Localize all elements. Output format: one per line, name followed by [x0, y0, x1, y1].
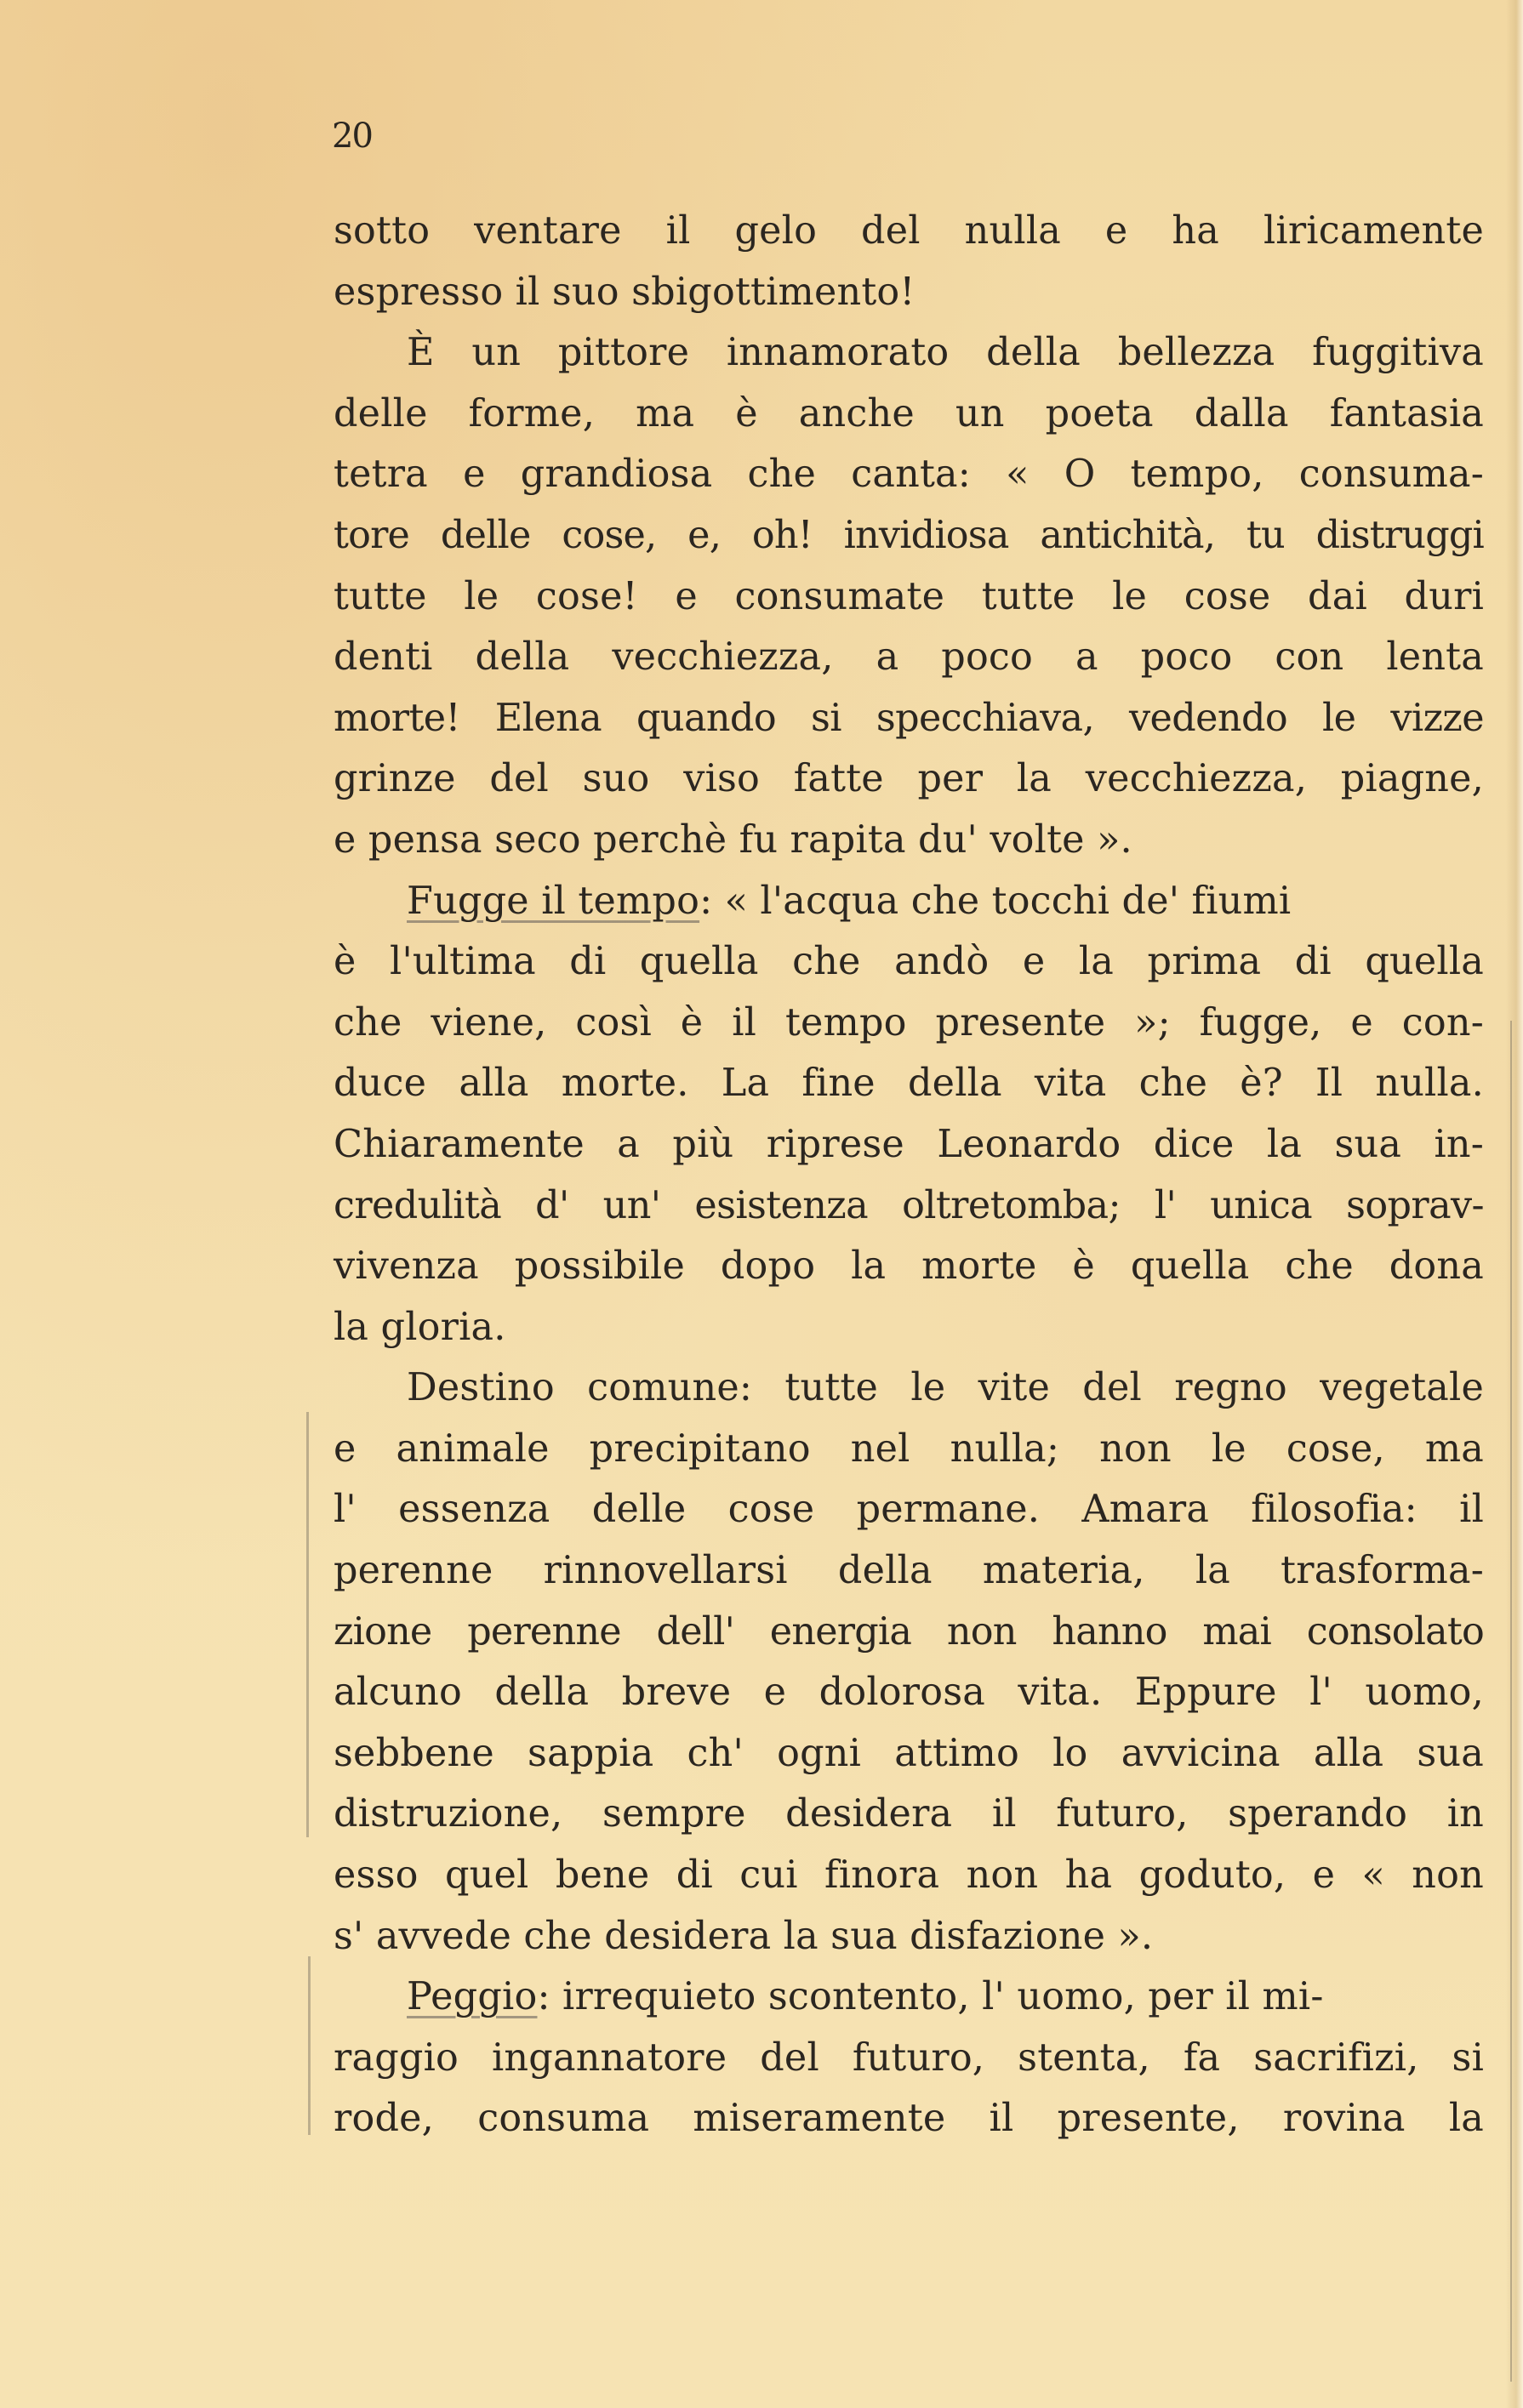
text-line: credulità d' un' esistenza oltretomba; l' unica soprav-	[334, 1183, 1484, 1227]
pencil-margin-mark	[306, 1412, 309, 1837]
text-line: duce alla morte. La fine della vita che è? Il nulla.	[334, 1062, 1484, 1106]
text-line: esso quel bene di cui finora non ha goduto, e « non	[334, 1853, 1484, 1898]
text-line: zione perenne dell' energia non hanno mai consolato	[334, 1609, 1484, 1654]
text-line: Destino comune: tutte le vite del regno vegetale	[407, 1366, 1484, 1410]
text-line: che viene, così è il tempo presente »; fugge, e con-	[334, 1000, 1484, 1045]
text-line: e pensa seco perchè fu rapita du' volte ».	[334, 817, 1132, 862]
text-line: l' essenza delle cose permane. Amara filosofia: il	[334, 1488, 1484, 1532]
underlined-phrase: Peggio	[407, 1975, 538, 2019]
text-line: tore delle cose, e, oh! invidiosa antichità, tu distruggi	[334, 513, 1484, 557]
text-line: distruzione, sempre desidera il futuro, sperando in	[334, 1792, 1484, 1836]
text-line: Chiaramente a più riprese Leonardo dice la sua in-	[334, 1122, 1484, 1166]
text-line-rest: : irrequieto scontento, l' uomo, per il mi-	[537, 1975, 1324, 2019]
text-line: s' avvede che desidera la sua disfazione ».	[334, 1914, 1154, 1958]
text-line: vivenza possibile dopo la morte è quella che dona	[334, 1244, 1484, 1289]
text-line: sebbene sappia ch' ogni attimo lo avvicina alla sua	[334, 1731, 1484, 1775]
text-line: sotto ventare il gelo del nulla e ha liricamente	[334, 209, 1484, 253]
text-line	[334, 871, 1484, 932]
text-line	[334, 1967, 1484, 2028]
page-number: 20	[332, 117, 372, 156]
text-line: tutte le cose! e consumate tutte le cose dai duri	[334, 574, 1484, 618]
text-line: espresso il suo sbigottimento!	[334, 270, 916, 314]
text-line: alcuno della breve e dolorosa vita. Eppure l' uomo,	[334, 1671, 1484, 1715]
text-line: è l'ultima di quella che andò e la prima di quella	[334, 940, 1484, 984]
pencil-margin-mark	[308, 1956, 311, 2135]
text-line: e animale precipitano nel nulla; non le cose, ma	[334, 1426, 1484, 1471]
underlined-phrase: Fugge il tempo	[407, 879, 700, 923]
text-line: rode, consuma miseramente il presente, rovina la	[334, 2097, 1484, 2141]
text-line: la gloria.	[334, 1305, 506, 1349]
text-line: morte! Elena quando si specchiava, vedendo le vizze	[334, 696, 1484, 740]
text-line: denti della vecchiezza, a poco a poco con lenta	[334, 635, 1484, 680]
text-line: delle forme, ma è anche un poeta dalla fantasia	[334, 391, 1484, 435]
page-fold-mark	[1510, 1021, 1512, 2382]
page-edge	[1506, 0, 1523, 2408]
text-line: perenne rinnovellarsi della materia, la trasforma-	[334, 1549, 1484, 1593]
text-line-rest: : « l'acqua che tocchi de' fiumi	[699, 879, 1292, 923]
text-line: raggio ingannatore del futuro, stenta, fa sacrifizi, si	[334, 2035, 1484, 2080]
text-line: grinze del suo viso fatte per la vecchiezza, piagne,	[334, 757, 1484, 801]
text-line: tetra e grandiosa che canta: « O tempo, consuma-	[334, 453, 1484, 497]
text-line: È un pittore innamorato della bellezza fuggitiva	[407, 331, 1484, 375]
body-text	[334, 201, 1484, 2149]
